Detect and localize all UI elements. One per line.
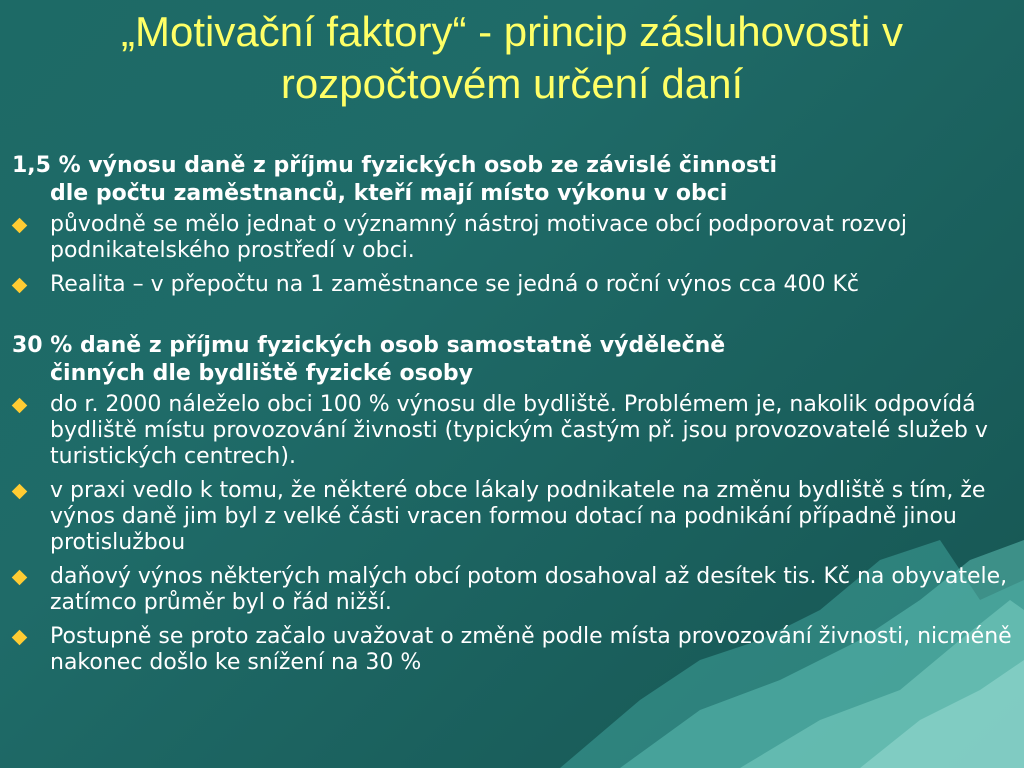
diamond-bullet-icon	[12, 218, 28, 234]
list-item	[12, 564, 1012, 616]
section-heading-line: 1,5 % výnosu daně z příjmu fyzických osob ze závislé činnosti	[12, 153, 778, 178]
list-item	[12, 478, 1012, 556]
list-item-text: do r. 2000 náleželo obci 100 % výnosu dle bydliště. Problémem je, nakolik odpovídá bydliště místu provozování živnosti (typickým častým př. jsou provozovatelé služeb v turistických centrech).	[50, 392, 988, 469]
section-heading-line: 30 % daně z příjmu fyzických osob samostatně výdělečně	[12, 333, 726, 358]
diamond-bullet-icon	[12, 398, 28, 414]
diamond-bullet-icon	[12, 570, 28, 586]
list-item	[12, 392, 1012, 470]
diamond-bullet-icon	[12, 484, 28, 500]
list-item	[12, 624, 1012, 676]
section-heading-self-employed-tax	[12, 332, 1012, 388]
list-item	[12, 272, 1012, 298]
list-item-text: Postupně se proto začalo uvažovat o změně podle místa provozování živnosti, nicméně nakonec došlo ke snížení na 30 %	[50, 624, 1012, 675]
slide-content	[12, 152, 1012, 684]
section-heading-employees-tax	[12, 152, 1012, 208]
list-item-text: Realita – v přepočtu na 1 zaměstnance se jedná o roční výnos cca 400 Kč	[50, 272, 859, 297]
diamond-bullet-icon	[12, 278, 28, 294]
bullet-list-employees-tax	[12, 212, 1012, 298]
bullet-list-self-employed-tax	[12, 392, 1012, 676]
section-heading-line: činných dle bydliště fyzické osoby	[50, 361, 473, 386]
list-item-text: původně se mělo jednat o významný nástroj motivace obcí podporovat rozvoj podnikatelského prostředí v obci.	[50, 212, 907, 263]
section-heading-line: dle počtu zaměstnanců, kteří mají místo výkonu v obci	[50, 181, 728, 206]
list-item	[12, 212, 1012, 264]
diamond-bullet-icon	[12, 630, 28, 646]
list-item-text: v praxi vedlo k tomu, že některé obce lákaly podnikatele na změnu bydliště s tím, že výnos daně jim byl z velké části vracen formou dotací na podnikání případně jinou protislužbou	[50, 478, 986, 555]
section-spacer	[12, 306, 1012, 332]
list-item-text: daňový výnos některých malých obcí potom dosahoval až desítek tis. Kč na obyvatele, zatímco průměr byl o řád nižší.	[50, 564, 1008, 615]
slide-title: „Motivační faktory“ - princip zásluhovosti v rozpočtovém určení daní	[121, 8, 903, 107]
